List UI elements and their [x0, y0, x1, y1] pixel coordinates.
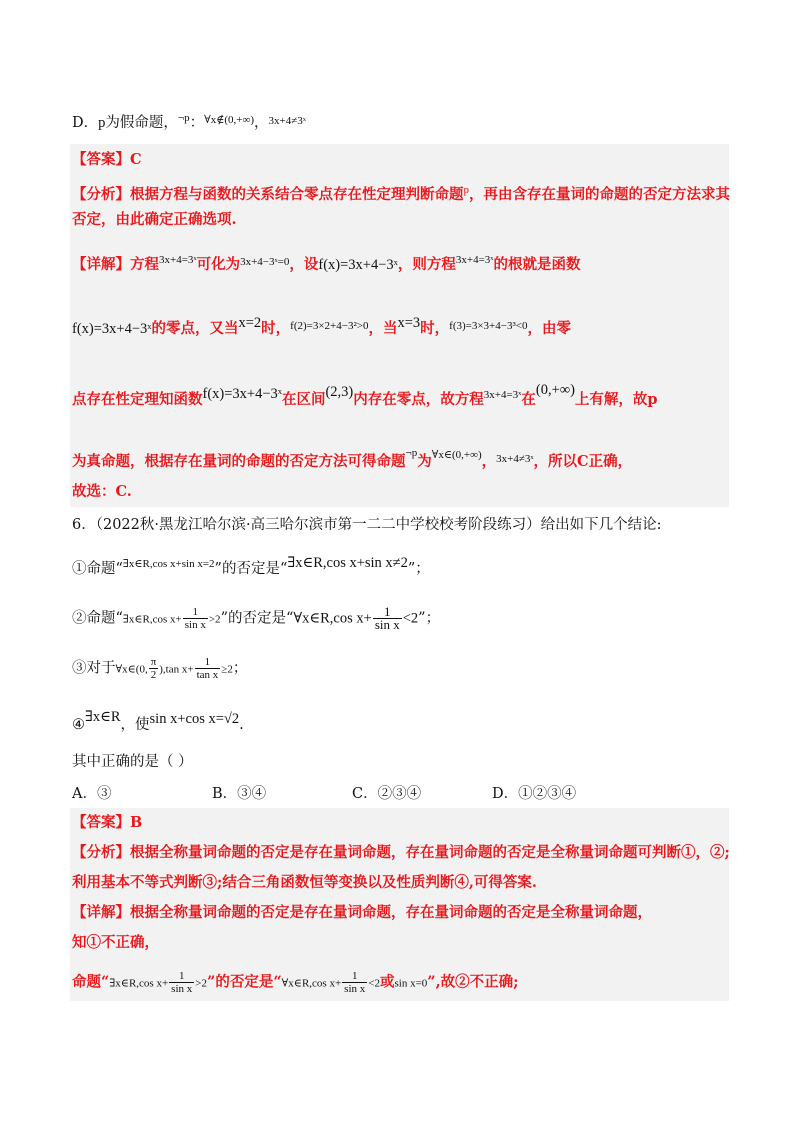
denominator: sin x — [374, 617, 400, 632]
text: ③对于 — [72, 660, 116, 677]
fraction — [169, 970, 194, 995]
denominator: sin x — [184, 619, 206, 631]
detail-line-4 — [72, 443, 728, 472]
text: 为假命题， — [105, 115, 178, 131]
text: ”； — [407, 561, 430, 577]
numerator: 1 — [169, 970, 194, 983]
choice-b[interactable]: B．③④ — [212, 786, 267, 802]
numerator: 1 — [373, 606, 402, 619]
detail-line-1 — [72, 250, 728, 275]
detail-line-2 — [72, 313, 728, 339]
math-expression: ),tan x+ — [159, 663, 194, 676]
analysis-line-2: 否定，由此确定正确选项. — [72, 211, 237, 228]
text: 或 — [379, 973, 395, 991]
math-inequality: <2 — [368, 977, 380, 990]
text: ，则方程 — [397, 256, 456, 273]
math-interval: ∀x∈(0, — [115, 663, 148, 676]
text: ： — [189, 115, 205, 131]
fraction — [342, 970, 367, 995]
math-proposition: ∀x∈R,cos x+ — [281, 977, 342, 990]
math-inequality: <2 — [402, 610, 419, 627]
math-forall: ∀x∈(0,+∞) — [431, 449, 482, 461]
fraction — [373, 606, 402, 631]
math-interval: (2,3) — [325, 384, 354, 400]
math-inequality: >2 — [195, 977, 207, 990]
text: ①命题“ — [72, 561, 123, 577]
text: 【详解】方程 — [72, 256, 159, 273]
text: 时， — [261, 320, 291, 337]
fraction — [149, 656, 159, 681]
detail-line-1: 【详解】根据全称量词命题的否定是存在量词命题，存在量词命题的否定是全称量词命题， — [72, 904, 652, 921]
text: 在 — [521, 391, 536, 408]
text: ，当 — [368, 320, 398, 337]
answer-label: 【答案】B — [72, 814, 143, 831]
choice-c[interactable]: C．②③④ — [352, 786, 422, 802]
math-x-value: x=2 — [238, 315, 262, 331]
text: 时， — [420, 320, 450, 337]
fraction — [195, 656, 221, 681]
text: 内存在零点，故方程 — [353, 391, 484, 408]
text: 的根就是函数 — [493, 256, 581, 273]
denominator: sin x — [344, 983, 366, 995]
question-prompt: 其中正确的是（ ） — [72, 754, 193, 770]
denominator: sin x — [171, 983, 193, 995]
denominator: tan x — [196, 669, 219, 681]
math-function: f(x)=3x+4−3ˣ — [318, 257, 398, 273]
text: ； — [232, 660, 248, 677]
text: ，设 — [289, 256, 319, 273]
text: ④ — [72, 717, 85, 733]
answer-label: 【答案】C — [72, 151, 142, 168]
text: 在区间 — [281, 391, 326, 408]
analysis-line-1 — [72, 180, 728, 205]
numerator: 1 — [183, 606, 208, 619]
text: . — [239, 717, 244, 733]
math-interval: (0,+∞) — [535, 382, 575, 398]
math-expression: 3x+4≠3ˣ — [496, 453, 534, 465]
text: 命题“ — [72, 973, 110, 991]
text: ”,故②不正确; — [427, 973, 519, 991]
numerator: 1 — [195, 656, 221, 669]
math-proposition: ∃x∈R,cos x+ — [122, 613, 182, 626]
math-expression: 3x+4≠3ˣ — [268, 115, 306, 127]
math-neg-p: ¬p — [405, 447, 418, 459]
text: 可化为 — [196, 256, 241, 273]
statement-4 — [72, 707, 728, 735]
math-equation: sin x+cos x=√2 — [149, 711, 240, 727]
math-evaluation: f(2)=3×2+4−3²>0 — [290, 320, 369, 332]
math-equation: 3x+4=3ˣ — [483, 389, 522, 401]
text: 点存在性定理知函数 — [72, 391, 203, 408]
math-function: f(x)=3x+4−3ˣ — [72, 321, 152, 337]
text: ，由零 — [527, 320, 571, 337]
analysis-line-2: 利用基本不等式判断③;结合三角函数恒等变换以及性质判断④,可得答案. — [72, 874, 537, 891]
choice-d[interactable]: D．①②③④ — [492, 786, 577, 802]
numerator: 1 — [342, 970, 367, 983]
math-x-value: x=3 — [397, 315, 421, 331]
math-proposition: ∃x∈R,cos x+sin x=2 — [122, 558, 215, 570]
statement-2 — [72, 606, 728, 631]
math-inequality: >2 — [208, 613, 221, 626]
math-evaluation: f(3)=3×3+4−3³<0 — [449, 320, 528, 332]
text: ”的否定是“ — [214, 561, 288, 577]
math-equation: sin x=0 — [394, 977, 428, 990]
math-proposition: ∃x∈R,cos x+sin x≠2 — [287, 555, 408, 571]
text: ， — [481, 453, 497, 470]
math-equation: 3x+4−3ˣ=0 — [240, 256, 290, 268]
detail-line-3 — [72, 380, 728, 410]
numerator: π — [150, 656, 157, 668]
denominator: 2 — [150, 669, 157, 681]
math-forall: ∀x∉(0,+∞) — [204, 114, 255, 126]
text: 为真命题，根据存在量词的命题的否定方法可得命题 — [72, 453, 406, 470]
text: 为 — [417, 453, 432, 470]
option-label: D． — [72, 115, 99, 131]
text: 的零点，又当 — [151, 320, 239, 337]
text: ， — [254, 115, 269, 131]
math-proposition: ∃x∈R,cos x+ — [109, 977, 169, 990]
detail-line-2: 知①不正确， — [72, 934, 159, 951]
option-d-line — [72, 108, 728, 133]
math-equation: 3x+4=3ˣ — [159, 254, 197, 266]
text: 【分析】根据方程与函数的关系结合零点存在性定理判断命题 — [72, 186, 464, 203]
math-p: p — [463, 184, 469, 196]
fraction — [183, 606, 208, 631]
question-6-header: 6．（2022秋·黑龙江哈尔滨·高三哈尔滨市第一二二中学校校考阶段练习）给出如下几个结论: — [72, 517, 662, 533]
math-inequality: ≥2 — [221, 663, 233, 676]
text: ，使 — [120, 717, 150, 733]
statement-3 — [72, 656, 728, 681]
text: 上有解，故p — [574, 391, 658, 408]
text: ，所以C正确， — [533, 453, 633, 470]
text: ”； — [418, 610, 441, 627]
text: ，再由含存在量词的命题的否定方法求其 — [469, 186, 730, 203]
text: ②命题“ — [72, 610, 123, 627]
analysis-line-1: 【分析】根据全称量词命题的否定是存在量词命题，存在量词命题的否定是全称量词命题可判断①，②; — [72, 844, 730, 861]
math-neg-p: ¬p — [177, 112, 190, 124]
choice-a[interactable]: A．③ — [72, 786, 112, 802]
detail-line-3 — [72, 970, 728, 995]
math-exists: ∃x∈R — [85, 709, 121, 725]
statement-1 — [72, 553, 728, 579]
text: ”的否定是“ — [206, 973, 282, 991]
text: ”的否定是“ — [220, 610, 294, 627]
math-function: f(x)=3x+4−3ˣ — [202, 386, 282, 402]
math-p: p — [98, 115, 106, 131]
detail-line-5: 故选：C. — [72, 483, 132, 500]
math-proposition: ∀x∈R,cos x+ — [293, 610, 372, 627]
math-equation: 3x+4=3ˣ — [455, 254, 494, 266]
